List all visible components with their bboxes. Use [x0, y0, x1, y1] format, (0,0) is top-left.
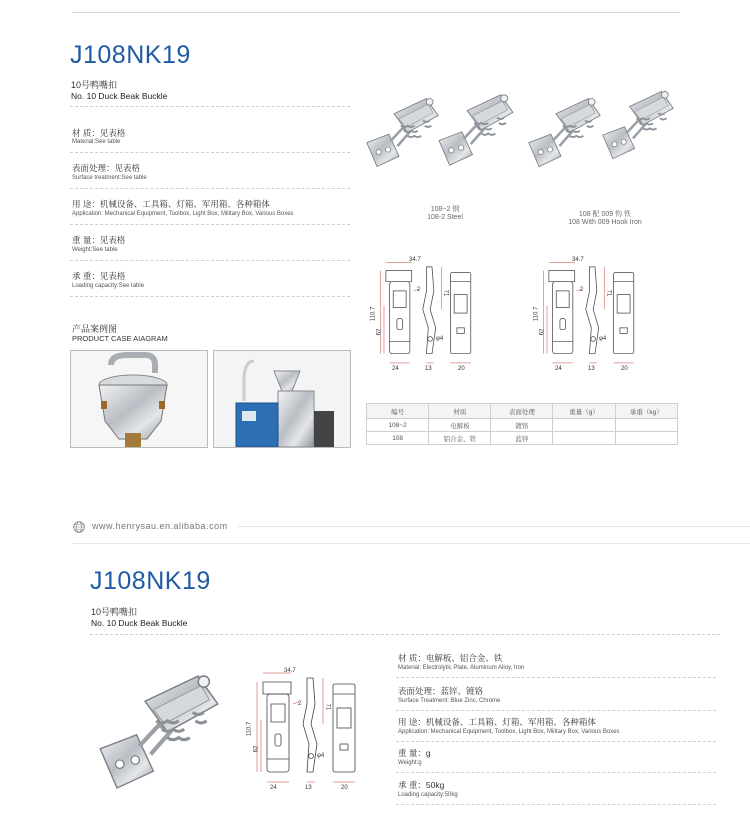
dim-62: 62: [539, 328, 546, 336]
spec-weight-en: Weight:g: [398, 760, 422, 766]
dim-24: 24: [392, 366, 399, 372]
spec-loading-en: Loading capacity:50kg: [398, 792, 458, 798]
case-photo-hopper: [70, 350, 208, 448]
dim-gap: 2: [580, 287, 584, 293]
dim-13: 13: [425, 366, 432, 372]
spec-surface-cn: 表面处理：见表格: [72, 163, 141, 173]
spec-table: [366, 403, 678, 445]
dim-20: 20: [341, 785, 348, 791]
table-cell: 电解板: [429, 419, 491, 432]
dim-13: 13: [588, 366, 595, 372]
divider: [396, 741, 716, 742]
spec-material-en: Material:See table: [72, 139, 121, 145]
website-link[interactable]: www.henrysau.en.alibaba.com: [92, 521, 228, 531]
technical-drawing-hook: [535, 254, 665, 384]
technical-drawing-steel: [372, 254, 502, 384]
bottom-subtitle-cn: 10号鸭嘴扣: [91, 607, 138, 617]
product-image-main: [78, 662, 240, 802]
dim-13: 13: [305, 785, 312, 791]
globe-icon: [73, 520, 85, 532]
divider: [70, 152, 350, 153]
table-cell: 蓝锌: [491, 432, 553, 445]
table-header: 表面处理: [491, 404, 553, 419]
spec-application-cn: 用 途：机械设备、工具箱、灯箱、军用箱、各种箱体: [398, 717, 596, 727]
dim-hole: φ4: [436, 336, 444, 342]
section-rule: [238, 526, 750, 527]
bottom-title: J108NK19: [90, 567, 211, 595]
table-cell: 铝合金、铁: [429, 432, 491, 445]
case-title-cn: 产品案例图: [72, 324, 118, 334]
dim-62: 62: [253, 745, 260, 753]
dim-hole: φ4: [599, 336, 607, 342]
divider: [70, 260, 350, 261]
table-cell: [553, 419, 615, 432]
dim-width: 34.7: [572, 257, 584, 263]
dim-71: 71: [442, 289, 449, 297]
table-cell: 108: [367, 432, 429, 445]
divider: [70, 296, 350, 297]
dim-height: 110.7: [370, 306, 377, 322]
caption-steel-en: 108-2 Steel: [427, 214, 463, 221]
divider: [396, 677, 716, 678]
spec-weight-en: Weight:See table: [72, 247, 118, 253]
table-cell: [615, 419, 677, 432]
dim-hole: φ4: [317, 753, 325, 759]
divider: [396, 804, 716, 805]
bottom-rule: [72, 543, 750, 544]
bottom-subtitle-en: No. 10 Duck Beak Buckle: [91, 618, 188, 628]
spec-surface-en: Surface Treatment: Blue Zinc, Chrome: [398, 698, 501, 704]
dim-71: 71: [324, 703, 331, 711]
spec-weight-cn: 重 量：见表格: [72, 235, 126, 245]
dim-20: 20: [621, 366, 628, 372]
case-photo-machine: [213, 350, 351, 448]
spec-material-cn: 材 质：见表格: [72, 128, 126, 138]
spec-application-cn: 用 途：机械设备、工具箱、灯箱、军用箱、各种箱体: [72, 199, 270, 209]
dim-20: 20: [458, 366, 465, 372]
table-cell: 108~2: [367, 419, 429, 432]
spec-material-cn: 材 质：电解板、铝合金、铁: [398, 653, 503, 663]
spec-loading-en: Loading capacity:See table: [72, 283, 145, 289]
spec-weight-cn: 重 量：g: [398, 748, 431, 758]
table-header: 材质: [429, 404, 491, 419]
divider: [90, 634, 720, 635]
dim-gap: 2: [417, 287, 421, 293]
subtitle-cn: 10号鸭嘴扣: [71, 80, 118, 90]
subtitle-en: No. 10 Duck Beak Buckle: [71, 91, 168, 101]
top-rule: [72, 12, 680, 13]
table-header-row: [367, 404, 678, 419]
table-cell: [553, 432, 615, 445]
dim-width: 34.7: [409, 257, 421, 263]
dim-width: 34.7: [284, 668, 296, 674]
spec-loading-cn: 承 重：50kg: [398, 780, 445, 790]
dim-height: 110.7: [533, 306, 540, 322]
caption-steel-cn: 108~2 钢: [430, 206, 460, 213]
spec-surface-en: Surface treatment:See table: [72, 175, 147, 181]
divider: [70, 188, 350, 189]
divider: [396, 710, 716, 711]
dim-height: 110.7: [246, 721, 253, 737]
spec-surface-cn: 表面处理：蓝锌、镀铬: [398, 686, 484, 696]
table-cell: [615, 432, 677, 445]
table-header: 编号: [367, 404, 429, 419]
caption-hook-en: 108 With 009 Hook Iron: [568, 219, 642, 226]
table-row: [367, 432, 678, 445]
divider: [70, 106, 350, 107]
table-header: 重量（g）: [553, 404, 615, 419]
dim-71: 71: [605, 289, 612, 297]
spec-loading-cn: 承 重：见表格: [72, 271, 126, 281]
caption-hook-cn: 108 配 009 钩 铁: [578, 211, 632, 218]
table-row: [367, 419, 678, 432]
product-image-hook-b: [596, 70, 680, 180]
table-cell: 镀铬: [491, 419, 553, 432]
dim-62: 62: [376, 328, 383, 336]
technical-drawing-main: [248, 664, 388, 804]
dim-24: 24: [555, 366, 562, 372]
spec-application-en: Application: Mechanical Equipment, Toolbox, Light Box, Military Box, Various Boxes: [72, 211, 294, 217]
case-title-en: PRODUCT CASE AIAGRAM: [72, 334, 168, 343]
dim-24: 24: [270, 785, 277, 791]
product-image-hook-a: [522, 80, 607, 185]
spec-material-en: Material: Electrolytic Plate, Aluminum Alloy, Iron: [398, 665, 525, 671]
page-title: J108NK19: [70, 41, 191, 69]
divider: [70, 224, 350, 225]
table-header: 承重（kg）: [615, 404, 677, 419]
divider: [396, 772, 716, 773]
product-image-steel-b: [432, 76, 520, 184]
spec-application-en: Application: Mechanical Equipment, Toolbox, Light Box, Military Box, Various Boxes: [398, 729, 620, 735]
dim-gap: 2: [298, 701, 302, 707]
